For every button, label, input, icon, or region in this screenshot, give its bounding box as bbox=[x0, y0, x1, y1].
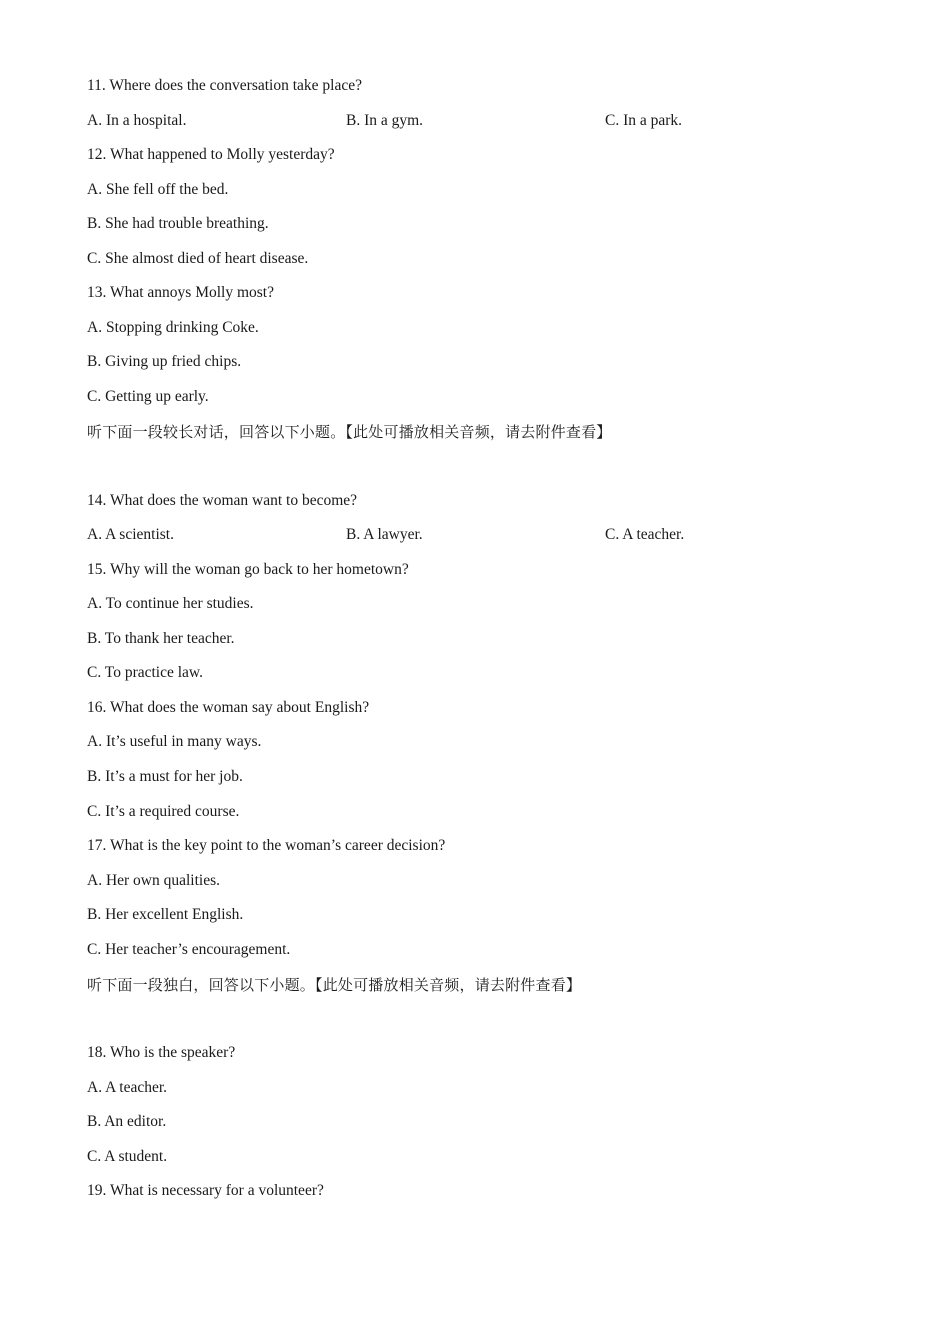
question-11-option-c: C. In a park. bbox=[605, 112, 683, 129]
question-13-stem: 13. What annoys Molly most? bbox=[87, 284, 274, 301]
question-17-option-c: C. Her teacher’s encouragement. bbox=[87, 941, 291, 958]
question-11-options bbox=[87, 110, 867, 132]
instruction-long-dialogue: 听下面一段较长对话，回答以下小题。【此处可播放相关音频，请去附件查看】 bbox=[87, 423, 612, 441]
question-18-option-a: A. A teacher. bbox=[87, 1079, 168, 1096]
question-12-option-c: C. She almost died of heart disease. bbox=[87, 250, 309, 267]
question-13-option-c: C. Getting up early. bbox=[87, 388, 209, 405]
question-16-option-c: C. It’s a required course. bbox=[87, 803, 240, 820]
question-17-stem: 17. What is the key point to the woman’s career decision? bbox=[87, 837, 446, 854]
question-14-option-c: C. A teacher. bbox=[605, 526, 685, 543]
question-14-option-a: A. A scientist. bbox=[87, 526, 174, 543]
question-16-stem: 16. What does the woman say about English? bbox=[87, 699, 370, 716]
question-19-stem: 19. What is necessary for a volunteer? bbox=[87, 1182, 324, 1199]
question-15-option-b: B. To thank her teacher. bbox=[87, 630, 235, 647]
question-12-option-a: A. She fell off the bed. bbox=[87, 181, 229, 198]
question-15-option-c: C. To practice law. bbox=[87, 664, 203, 681]
question-11-option-a: A. In a hospital. bbox=[87, 112, 187, 129]
question-18-option-b: B. An editor. bbox=[87, 1113, 167, 1130]
question-18-stem: 18. Who is the speaker? bbox=[87, 1044, 236, 1061]
question-18-option-c: C. A student. bbox=[87, 1148, 168, 1165]
question-14-stem: 14. What does the woman want to become? bbox=[87, 492, 358, 509]
question-11-stem: 11. Where does the conversation take place? bbox=[87, 77, 363, 94]
question-14-option-b: B. A lawyer. bbox=[346, 526, 423, 543]
question-14-options bbox=[87, 524, 867, 546]
question-16-option-b: B. It’s a must for her job. bbox=[87, 768, 243, 785]
question-16-option-a: A. It’s useful in many ways. bbox=[87, 733, 262, 750]
question-17-option-a: A. Her own qualities. bbox=[87, 872, 221, 889]
question-13-option-a: A. Stopping drinking Coke. bbox=[87, 319, 259, 336]
question-15-stem: 15. Why will the woman go back to her hometown? bbox=[87, 561, 409, 578]
question-11-option-b: B. In a gym. bbox=[346, 112, 424, 129]
question-17-option-b: B. Her excellent English. bbox=[87, 906, 244, 923]
instruction-monologue: 听下面一段独白，回答以下小题。【此处可播放相关音频，请去附件查看】 bbox=[87, 976, 582, 994]
question-12-option-b: B. She had trouble breathing. bbox=[87, 215, 269, 232]
question-15-option-a: A. To continue her studies. bbox=[87, 595, 254, 612]
question-12-stem: 12. What happened to Molly yesterday? bbox=[87, 146, 335, 163]
question-13-option-b: B. Giving up fried chips. bbox=[87, 353, 242, 370]
